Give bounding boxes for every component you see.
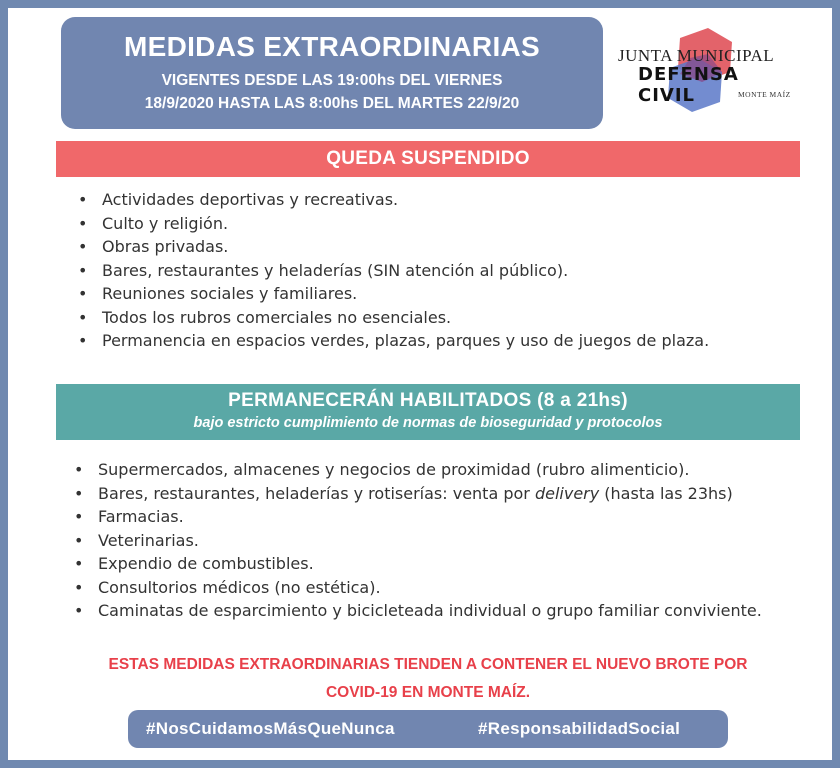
list-item: • Todos los rubros comerciales no esenciales. [78,306,709,330]
closing-note [28,651,828,707]
validity-line-1: VIGENTES DESDE LAS 19:00hs DEL VIERNES [161,72,503,89]
header-box [61,17,603,129]
list-item: • Caminatas de esparcimiento y bicicleteada individual o grupo familiar conviviente. [74,599,762,623]
list-item: • Obras privadas. [78,235,709,259]
logo-line-2: DEFENSA CIVIL [638,64,739,106]
list-item: • Permanencia en espacios verdes, plazas, parques y uso de juegos de plaza. [78,329,709,353]
flyer-page [8,8,832,760]
hashtag-2: #ResponsabilidadSocial [478,719,681,738]
hashtag-1: #NosCuidamosMásQueNunca [146,719,395,738]
list-item: • Consultorios médicos (no estética). [74,576,762,600]
logo-line-3: MONTE MAÍZ [738,90,791,99]
closing-note-line-2: COVID-19 EN MONTE MAÍZ. [325,684,531,701]
list-item: • Bares, restaurantes y heladerías (SIN atención al público). [78,259,709,283]
list-item: • Reuniones sociales y familiares. [78,282,709,306]
suspended-list [78,188,709,353]
list-item: • Bares, restaurantes, heladerías y rotiserías: venta por delivery (hasta las 23hs) [74,482,762,506]
enabled-subheading: bajo estricto cumplimiento de normas de bioseguridad y protocolos [193,415,663,431]
list-item: • Expendio de combustibles. [74,552,762,576]
hashtag-bar [128,710,728,748]
list-item: • Supermercados, almacenes y negocios de proximidad (rubro alimenticio). [74,458,762,482]
validity-period [61,69,603,115]
validity-line-2: 18/9/2020 HASTA LAS 8:00hs DEL MARTES 22/9/20 [144,95,520,112]
enabled-list [74,458,762,623]
list-item: • Veterinarias. [74,529,762,553]
logo-line-1: JUNTA MUNICIPAL [618,46,775,65]
list-item: • Farmacias. [74,505,762,529]
suspended-heading: QUEDA SUSPENDIDO [56,141,800,177]
enabled-heading: PERMANECERÁN HABILITADOS (8 a 21hs) [228,390,628,411]
list-item: • Culto y religión. [78,212,709,236]
closing-note-line-1: ESTAS MEDIDAS EXTRAORDINARIAS TIENDEN A CONTENER EL NUEVO BROTE POR [108,656,748,673]
list-item: • Actividades deportivas y recreativas. [78,188,709,212]
enabled-heading-band [56,384,800,440]
defensa-civil-logo [618,28,798,124]
page-title: MEDIDAS EXTRAORDINARIAS [123,31,541,62]
